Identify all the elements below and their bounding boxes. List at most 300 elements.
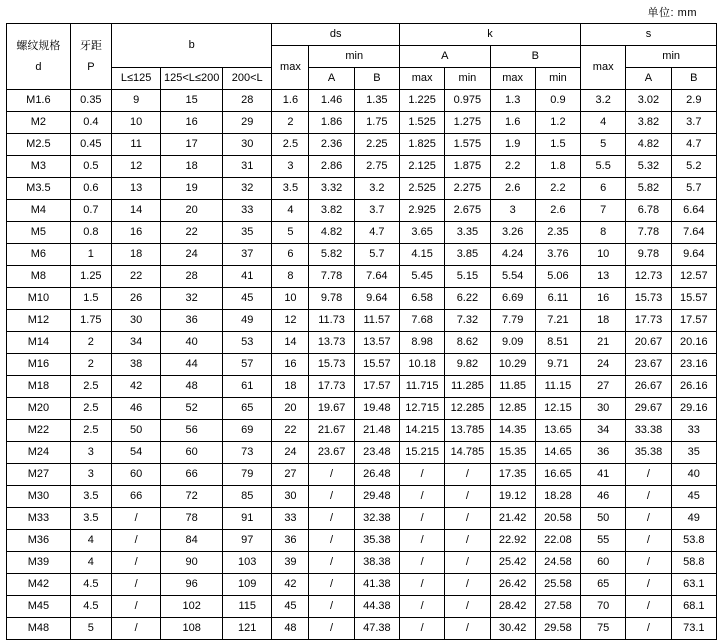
cell-k-b-max: 12.85 [490, 398, 535, 420]
cell-ds-max: 27 [272, 464, 309, 486]
table-row [7, 288, 717, 310]
header-k-a-min: min [445, 68, 490, 90]
cell-k-b-min: 22.08 [535, 530, 580, 552]
cell-ds-max: 39 [272, 552, 309, 574]
cell-ds-min-b: 17.57 [354, 376, 399, 398]
cell-b-l200: 37 [223, 244, 272, 266]
cell-thread-spec: M22 [7, 420, 71, 442]
header-ds: ds [272, 24, 400, 46]
cell-ds-min-b: 19.48 [354, 398, 399, 420]
cell-b-l125-200: 72 [161, 486, 223, 508]
cell-s-min-a: / [626, 596, 671, 618]
cell-ds-max: 5 [272, 222, 309, 244]
cell-ds-max: 42 [272, 574, 309, 596]
cell-b-l125-200: 48 [161, 376, 223, 398]
cell-k-a-min: / [445, 574, 490, 596]
cell-ds-max: 22 [272, 420, 309, 442]
cell-ds-max: 16 [272, 354, 309, 376]
cell-k-b-min: 2.2 [535, 178, 580, 200]
cell-pitch: 4 [70, 552, 111, 574]
header-b-l125: L≤125 [111, 68, 160, 90]
cell-ds-max: 18 [272, 376, 309, 398]
cell-ds-max: 20 [272, 398, 309, 420]
cell-k-a-max: 6.58 [400, 288, 445, 310]
cell-ds-max: 2.5 [272, 134, 309, 156]
cell-s-min-a: 33.38 [626, 420, 671, 442]
cell-b-l125: 60 [111, 464, 160, 486]
cell-pitch: 0.8 [70, 222, 111, 244]
cell-k-b-max: 4.24 [490, 244, 535, 266]
header-thread-spec-line1: 螺纹规格 [16, 39, 61, 52]
cell-thread-spec: M6 [7, 244, 71, 266]
table-row [7, 112, 717, 134]
cell-ds-min-b: 2.25 [354, 134, 399, 156]
cell-b-l200: 28 [223, 90, 272, 112]
cell-s-max: 27 [581, 376, 626, 398]
cell-ds-min-a: 1.46 [309, 90, 354, 112]
cell-b-l200: 53 [223, 332, 272, 354]
header-pitch-line1: 牙距 [79, 39, 102, 52]
cell-b-l200: 33 [223, 200, 272, 222]
cell-s-max: 16 [581, 288, 626, 310]
cell-b-l200: 57 [223, 354, 272, 376]
cell-k-b-min: 24.58 [535, 552, 580, 574]
cell-b-l125-200: 16 [161, 112, 223, 134]
cell-b-l125: 26 [111, 288, 160, 310]
cell-b-l125: 11 [111, 134, 160, 156]
cell-s-min-a: / [626, 486, 671, 508]
cell-ds-min-b: 26.48 [354, 464, 399, 486]
cell-s-min-b: 12.57 [671, 266, 716, 288]
cell-k-b-max: 1.3 [490, 90, 535, 112]
cell-thread-spec: M36 [7, 530, 71, 552]
cell-ds-min-a: / [309, 530, 354, 552]
cell-b-l200: 121 [223, 618, 272, 640]
cell-k-a-max: / [400, 574, 445, 596]
bolt-specification-table [6, 23, 717, 640]
cell-b-l125: / [111, 552, 160, 574]
table-row [7, 464, 717, 486]
cell-k-b-max: 5.54 [490, 266, 535, 288]
cell-ds-min-b: 35.38 [354, 530, 399, 552]
cell-b-l200: 97 [223, 530, 272, 552]
cell-b-l200: 69 [223, 420, 272, 442]
table-row [7, 420, 717, 442]
cell-thread-spec: M27 [7, 464, 71, 486]
cell-b-l200: 115 [223, 596, 272, 618]
table-row [7, 486, 717, 508]
cell-s-min-b: 2.9 [671, 90, 716, 112]
cell-ds-min-a: / [309, 464, 354, 486]
cell-ds-min-b: 5.7 [354, 244, 399, 266]
header-ds-min-b: B [354, 68, 399, 90]
header-b-l125-200: 125<L≤200 [161, 68, 223, 90]
cell-pitch: 3 [70, 442, 111, 464]
cell-ds-min-a: 1.86 [309, 112, 354, 134]
cell-k-a-max: / [400, 618, 445, 640]
cell-thread-spec: M33 [7, 508, 71, 530]
cell-k-a-min: 12.285 [445, 398, 490, 420]
cell-ds-min-a: / [309, 574, 354, 596]
cell-k-b-max: 19.12 [490, 486, 535, 508]
cell-b-l125: 10 [111, 112, 160, 134]
cell-ds-min-b: 41.38 [354, 574, 399, 596]
cell-s-max: 8 [581, 222, 626, 244]
cell-s-min-b: 15.57 [671, 288, 716, 310]
cell-s-min-b: 49 [671, 508, 716, 530]
cell-k-a-max: 1.825 [400, 134, 445, 156]
cell-thread-spec: M5 [7, 222, 71, 244]
header-s-min-a: A [626, 68, 671, 90]
cell-k-a-max: 4.15 [400, 244, 445, 266]
cell-ds-max: 6 [272, 244, 309, 266]
cell-s-min-b: 45 [671, 486, 716, 508]
cell-b-l125: 18 [111, 244, 160, 266]
cell-thread-spec: M20 [7, 398, 71, 420]
cell-k-b-min: 18.28 [535, 486, 580, 508]
cell-pitch: 1.5 [70, 288, 111, 310]
cell-pitch: 5 [70, 618, 111, 640]
cell-ds-max: 4 [272, 200, 309, 222]
cell-k-a-max: / [400, 464, 445, 486]
cell-thread-spec: M39 [7, 552, 71, 574]
cell-pitch: 1.75 [70, 310, 111, 332]
cell-b-l200: 30 [223, 134, 272, 156]
cell-k-b-max: 1.6 [490, 112, 535, 134]
cell-thread-spec: M1.6 [7, 90, 71, 112]
cell-ds-max: 14 [272, 332, 309, 354]
cell-pitch: 0.35 [70, 90, 111, 112]
table-row [7, 574, 717, 596]
cell-b-l200: 65 [223, 398, 272, 420]
header-k-b: B [490, 46, 581, 68]
cell-b-l200: 103 [223, 552, 272, 574]
header-s: s [581, 24, 717, 46]
cell-k-b-max: 11.85 [490, 376, 535, 398]
cell-ds-min-a: 17.73 [309, 376, 354, 398]
cell-k-b-min: 16.65 [535, 464, 580, 486]
cell-pitch: 0.4 [70, 112, 111, 134]
cell-ds-max: 12 [272, 310, 309, 332]
cell-k-b-min: 3.76 [535, 244, 580, 266]
cell-s-min-a: 23.67 [626, 354, 671, 376]
cell-k-b-max: 3.26 [490, 222, 535, 244]
cell-k-a-min: 7.32 [445, 310, 490, 332]
cell-ds-min-b: 47.38 [354, 618, 399, 640]
cell-ds-min-a: 3.32 [309, 178, 354, 200]
cell-s-min-b: 63.1 [671, 574, 716, 596]
cell-k-a-min: 1.875 [445, 156, 490, 178]
cell-s-min-a: 3.82 [626, 112, 671, 134]
table-row [7, 134, 717, 156]
cell-ds-min-a: / [309, 486, 354, 508]
cell-ds-max: 3 [272, 156, 309, 178]
cell-s-min-b: 6.64 [671, 200, 716, 222]
cell-k-b-max: 10.29 [490, 354, 535, 376]
cell-ds-min-a: / [309, 552, 354, 574]
cell-b-l125: 34 [111, 332, 160, 354]
cell-k-b-max: 1.9 [490, 134, 535, 156]
cell-ds-min-a: 13.73 [309, 332, 354, 354]
cell-b-l200: 41 [223, 266, 272, 288]
cell-pitch: 4.5 [70, 596, 111, 618]
cell-b-l125: / [111, 596, 160, 618]
cell-k-b-min: 5.06 [535, 266, 580, 288]
header-ds-min-a: A [309, 68, 354, 90]
header-k-b-min: min [535, 68, 580, 90]
cell-k-b-min: 1.2 [535, 112, 580, 134]
cell-s-max: 7 [581, 200, 626, 222]
cell-k-a-max: 11.715 [400, 376, 445, 398]
cell-thread-spec: M4 [7, 200, 71, 222]
cell-k-a-min: 5.15 [445, 266, 490, 288]
cell-ds-min-a: / [309, 508, 354, 530]
cell-k-a-min: 3.85 [445, 244, 490, 266]
cell-b-l125: 38 [111, 354, 160, 376]
cell-ds-max: 24 [272, 442, 309, 464]
header-s-min: min [626, 46, 717, 68]
cell-s-min-b: 3.7 [671, 112, 716, 134]
cell-k-b-min: 2.35 [535, 222, 580, 244]
cell-ds-min-a: 9.78 [309, 288, 354, 310]
cell-ds-min-a: 19.67 [309, 398, 354, 420]
cell-b-l125-200: 78 [161, 508, 223, 530]
cell-ds-min-a: 15.73 [309, 354, 354, 376]
cell-k-a-min: / [445, 596, 490, 618]
table-row [7, 596, 717, 618]
cell-ds-min-b: 2.75 [354, 156, 399, 178]
cell-k-a-min: 2.675 [445, 200, 490, 222]
table-row [7, 354, 717, 376]
cell-s-min-b: 58.8 [671, 552, 716, 574]
header-b-l200: 200<L [223, 68, 272, 90]
cell-k-b-min: 6.11 [535, 288, 580, 310]
cell-s-min-b: 73.1 [671, 618, 716, 640]
table-row [7, 618, 717, 640]
cell-s-max: 30 [581, 398, 626, 420]
table-row [7, 332, 717, 354]
cell-thread-spec: M30 [7, 486, 71, 508]
table-row [7, 222, 717, 244]
header-b: b [111, 24, 271, 68]
cell-k-b-min: 1.5 [535, 134, 580, 156]
cell-s-min-a: / [626, 530, 671, 552]
cell-b-l125-200: 66 [161, 464, 223, 486]
cell-b-l125-200: 40 [161, 332, 223, 354]
cell-b-l200: 91 [223, 508, 272, 530]
cell-thread-spec: M10 [7, 288, 71, 310]
cell-k-a-max: 2.925 [400, 200, 445, 222]
table-row [7, 90, 717, 112]
cell-k-b-max: 22.92 [490, 530, 535, 552]
cell-b-l125-200: 20 [161, 200, 223, 222]
cell-ds-min-a: 2.86 [309, 156, 354, 178]
cell-ds-min-b: 15.57 [354, 354, 399, 376]
cell-pitch: 1 [70, 244, 111, 266]
cell-k-b-min: 8.51 [535, 332, 580, 354]
cell-b-l200: 109 [223, 574, 272, 596]
cell-b-l125-200: 18 [161, 156, 223, 178]
cell-b-l125: 16 [111, 222, 160, 244]
cell-s-min-b: 9.64 [671, 244, 716, 266]
cell-s-min-b: 53.8 [671, 530, 716, 552]
unit-note: 单位: mm [647, 7, 697, 19]
cell-pitch: 4 [70, 530, 111, 552]
cell-pitch: 2.5 [70, 376, 111, 398]
table-row [7, 442, 717, 464]
table-row [7, 178, 717, 200]
cell-b-l125-200: 19 [161, 178, 223, 200]
cell-thread-spec: M16 [7, 354, 71, 376]
cell-pitch: 0.5 [70, 156, 111, 178]
cell-k-b-max: 2.2 [490, 156, 535, 178]
cell-s-min-a: / [626, 464, 671, 486]
cell-k-b-min: 9.71 [535, 354, 580, 376]
cell-thread-spec: M18 [7, 376, 71, 398]
cell-s-min-b: 33 [671, 420, 716, 442]
cell-k-b-min: 25.58 [535, 574, 580, 596]
table-row [7, 530, 717, 552]
cell-b-l125-200: 90 [161, 552, 223, 574]
cell-s-min-a: / [626, 508, 671, 530]
cell-s-min-a: 3.02 [626, 90, 671, 112]
cell-s-min-a: 17.73 [626, 310, 671, 332]
cell-k-a-min: 8.62 [445, 332, 490, 354]
cell-s-min-b: 23.16 [671, 354, 716, 376]
cell-pitch: 4.5 [70, 574, 111, 596]
cell-ds-min-b: 29.48 [354, 486, 399, 508]
cell-s-max: 4 [581, 112, 626, 134]
cell-pitch: 3 [70, 464, 111, 486]
cell-s-max: 5 [581, 134, 626, 156]
table-header [7, 24, 717, 90]
cell-s-min-a: 9.78 [626, 244, 671, 266]
cell-pitch: 1.25 [70, 266, 111, 288]
cell-s-min-b: 4.7 [671, 134, 716, 156]
cell-b-l125-200: 84 [161, 530, 223, 552]
cell-b-l200: 35 [223, 222, 272, 244]
cell-s-min-a: 20.67 [626, 332, 671, 354]
cell-s-max: 60 [581, 552, 626, 574]
table-row [7, 200, 717, 222]
cell-ds-min-b: 23.48 [354, 442, 399, 464]
cell-k-a-max: 15.215 [400, 442, 445, 464]
cell-b-l125-200: 32 [161, 288, 223, 310]
cell-s-max: 10 [581, 244, 626, 266]
cell-s-min-a: 35.38 [626, 442, 671, 464]
cell-s-min-a: / [626, 618, 671, 640]
cell-s-min-b: 68.1 [671, 596, 716, 618]
cell-b-l125-200: 56 [161, 420, 223, 442]
cell-k-a-min: 1.575 [445, 134, 490, 156]
cell-b-l125: 14 [111, 200, 160, 222]
cell-s-min-b: 35 [671, 442, 716, 464]
cell-thread-spec: M2 [7, 112, 71, 134]
cell-s-min-a: 26.67 [626, 376, 671, 398]
cell-pitch: 3.5 [70, 508, 111, 530]
cell-k-a-max: / [400, 486, 445, 508]
cell-k-b-max: 28.42 [490, 596, 535, 618]
cell-s-max: 18 [581, 310, 626, 332]
cell-thread-spec: M2.5 [7, 134, 71, 156]
cell-ds-min-b: 11.57 [354, 310, 399, 332]
cell-ds-min-b: 9.64 [354, 288, 399, 310]
cell-ds-max: 48 [272, 618, 309, 640]
cell-s-min-a: 7.78 [626, 222, 671, 244]
table-row [7, 508, 717, 530]
cell-b-l125: / [111, 530, 160, 552]
table-row [7, 376, 717, 398]
cell-ds-min-b: 3.7 [354, 200, 399, 222]
cell-k-b-min: 12.15 [535, 398, 580, 420]
cell-k-b-max: 25.42 [490, 552, 535, 574]
cell-b-l125-200: 36 [161, 310, 223, 332]
cell-s-min-a: 5.82 [626, 178, 671, 200]
cell-s-max: 41 [581, 464, 626, 486]
cell-k-a-min: 13.785 [445, 420, 490, 442]
cell-ds-min-b: 32.38 [354, 508, 399, 530]
cell-s-min-a: 29.67 [626, 398, 671, 420]
cell-b-l125-200: 17 [161, 134, 223, 156]
cell-thread-spec: M24 [7, 442, 71, 464]
cell-k-a-min: / [445, 618, 490, 640]
cell-ds-min-a: 21.67 [309, 420, 354, 442]
cell-s-min-b: 5.7 [671, 178, 716, 200]
cell-b-l125: / [111, 574, 160, 596]
table-row [7, 244, 717, 266]
cell-k-a-max: / [400, 596, 445, 618]
cell-s-max: 65 [581, 574, 626, 596]
cell-k-a-max: 2.125 [400, 156, 445, 178]
cell-s-min-a: 12.73 [626, 266, 671, 288]
cell-b-l200: 61 [223, 376, 272, 398]
header-k-a: A [400, 46, 491, 68]
cell-k-a-max: 2.525 [400, 178, 445, 200]
cell-ds-max: 30 [272, 486, 309, 508]
cell-pitch: 2 [70, 354, 111, 376]
cell-b-l200: 31 [223, 156, 272, 178]
cell-k-a-max: / [400, 508, 445, 530]
cell-b-l125: / [111, 508, 160, 530]
cell-pitch: 2.5 [70, 420, 111, 442]
table-row [7, 266, 717, 288]
cell-pitch: 0.45 [70, 134, 111, 156]
cell-s-min-a: 15.73 [626, 288, 671, 310]
cell-ds-min-b: 1.75 [354, 112, 399, 134]
cell-b-l200: 32 [223, 178, 272, 200]
cell-pitch: 3.5 [70, 486, 111, 508]
table-body [7, 90, 717, 640]
cell-k-b-max: 3 [490, 200, 535, 222]
cell-s-max: 5.5 [581, 156, 626, 178]
cell-s-min-b: 40 [671, 464, 716, 486]
cell-k-b-min: 0.9 [535, 90, 580, 112]
cell-k-a-min: 1.275 [445, 112, 490, 134]
cell-b-l125: 46 [111, 398, 160, 420]
cell-s-max: 75 [581, 618, 626, 640]
cell-s-max: 3.2 [581, 90, 626, 112]
cell-k-a-max: 8.98 [400, 332, 445, 354]
cell-k-a-max: 14.215 [400, 420, 445, 442]
cell-thread-spec: M3.5 [7, 178, 71, 200]
cell-s-max: 70 [581, 596, 626, 618]
cell-s-max: 36 [581, 442, 626, 464]
table-row [7, 552, 717, 574]
cell-k-a-max: / [400, 552, 445, 574]
cell-ds-max: 2 [272, 112, 309, 134]
header-s-max: max [581, 46, 626, 90]
cell-ds-min-b: 1.35 [354, 90, 399, 112]
